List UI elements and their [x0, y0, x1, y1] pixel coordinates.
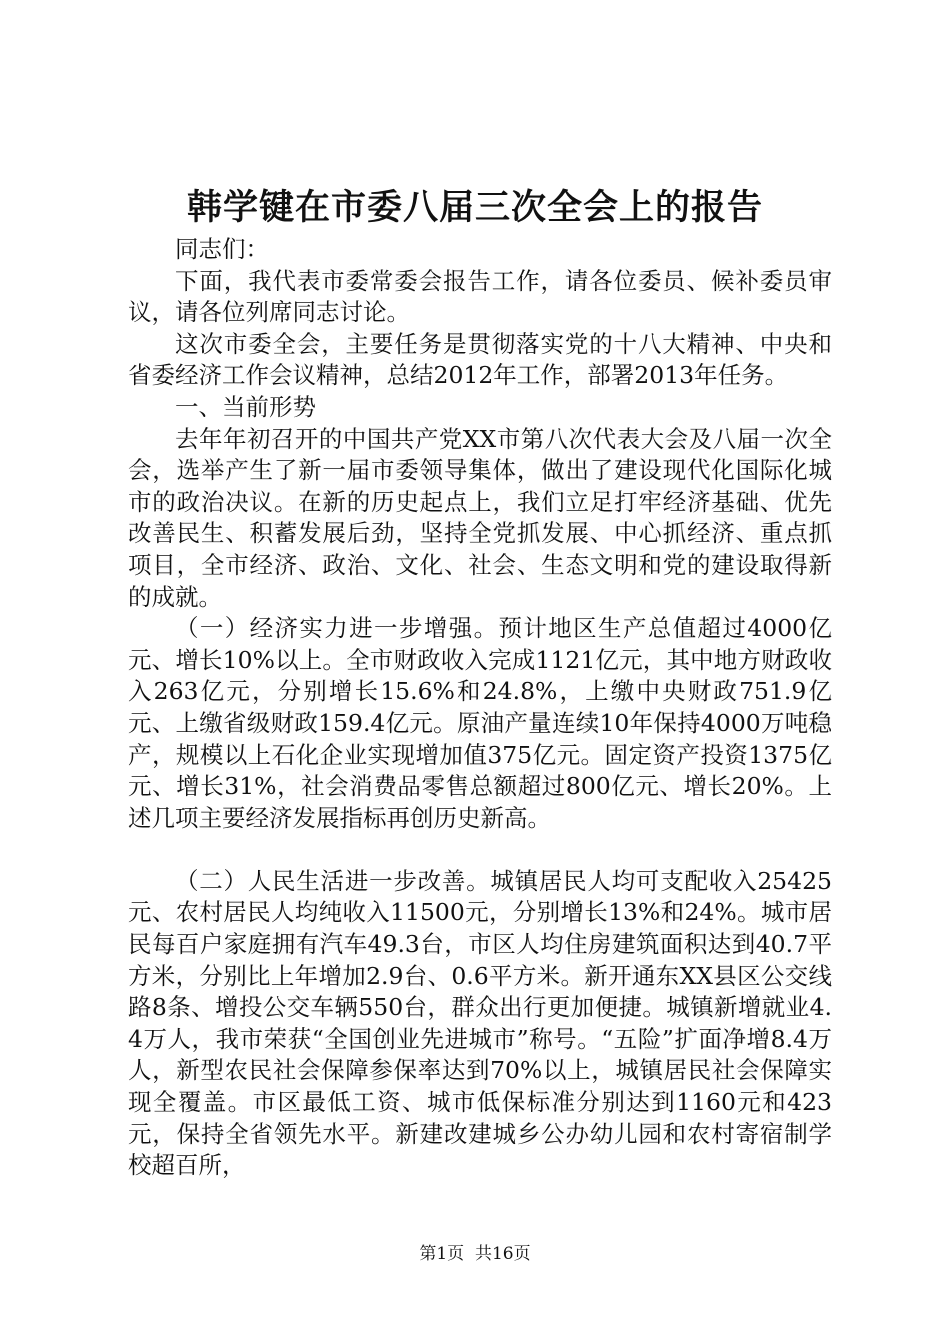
- paragraph: （二）人民生活进一步改善。城镇居民人均可支配收入25425元、农村居民人均纯收入11500元，分别增长13%和24%。城市居民每百户家庭拥有汽车49.3台，市区人均住房建筑面积达到40.7平方米，分别比上年增加2.9台、0.6平方米。新开通东XX县区公交线路8条、增投公交车辆550台，群众出行更加便捷。城镇新增就业4.4万人，我市荣获“全国创业先进城市”称号。“五险”扩面净增8.4万人，新型农民社会保障参保率达到70%以上，城镇居民社会保障实现全覆盖。市区最低工资、城市低保标准分别达到1160元和423元，保持全省领先水平。新建改建城乡公办幼儿园和农村寄宿制学校超百所，: [128, 866, 832, 1180]
- paragraph: （一）经济实力进一步增强。预计地区生产总值超过4000亿元、增长10%以上。全市财政收入完成1121亿元，其中地方财政收入263亿元，分别增长15.6%和24.8%，上缴中央财政751.9亿元、上缴省级财政159.4亿元。原油产量连续10年保持4000万吨稳产，规模以上石化企业实现增加值375亿元。固定资产投资1375亿元、增长31%，社会消费品零售总额超过800亿元、增长20%。上述几项主要经济发展指标再创历史新高。: [128, 614, 832, 832]
- paragraph-spacer: [128, 834, 832, 866]
- document-body: [128, 234, 832, 1182]
- page-footer: 第1页 共16页: [419, 1244, 531, 1264]
- section-heading: 一、当前形势: [175, 392, 316, 421]
- paragraph: 去年年初召开的中国共产党XX市第八次代表大会及八届一次全会，选举产生了新一届市委领导集体，做出了建设现代化国际化城市的政治决议。在新的历史起点上，我们立足打牢经济基础、优先改善民生、积蓄发展后劲，坚持全党抓发展、中心抓经济、重点抓项目，全市经济、政治、文化、社会、生态文明和党的建设取得新的成就。: [128, 424, 832, 611]
- document-title: 韩学键在市委八届三次全会上的报告: [186, 187, 763, 228]
- paragraph: 这次市委全会，主要任务是贯彻落实党的十八大精神、中央和省委经济工作会议精神，总结2012年工作，部署2013年任务。: [128, 329, 832, 390]
- salutation: 同志们：: [175, 235, 269, 263]
- paragraph: 下面，我代表市委常委会报告工作，请各位委员、候补委员审议，请各位列席同志讨论。: [128, 266, 832, 327]
